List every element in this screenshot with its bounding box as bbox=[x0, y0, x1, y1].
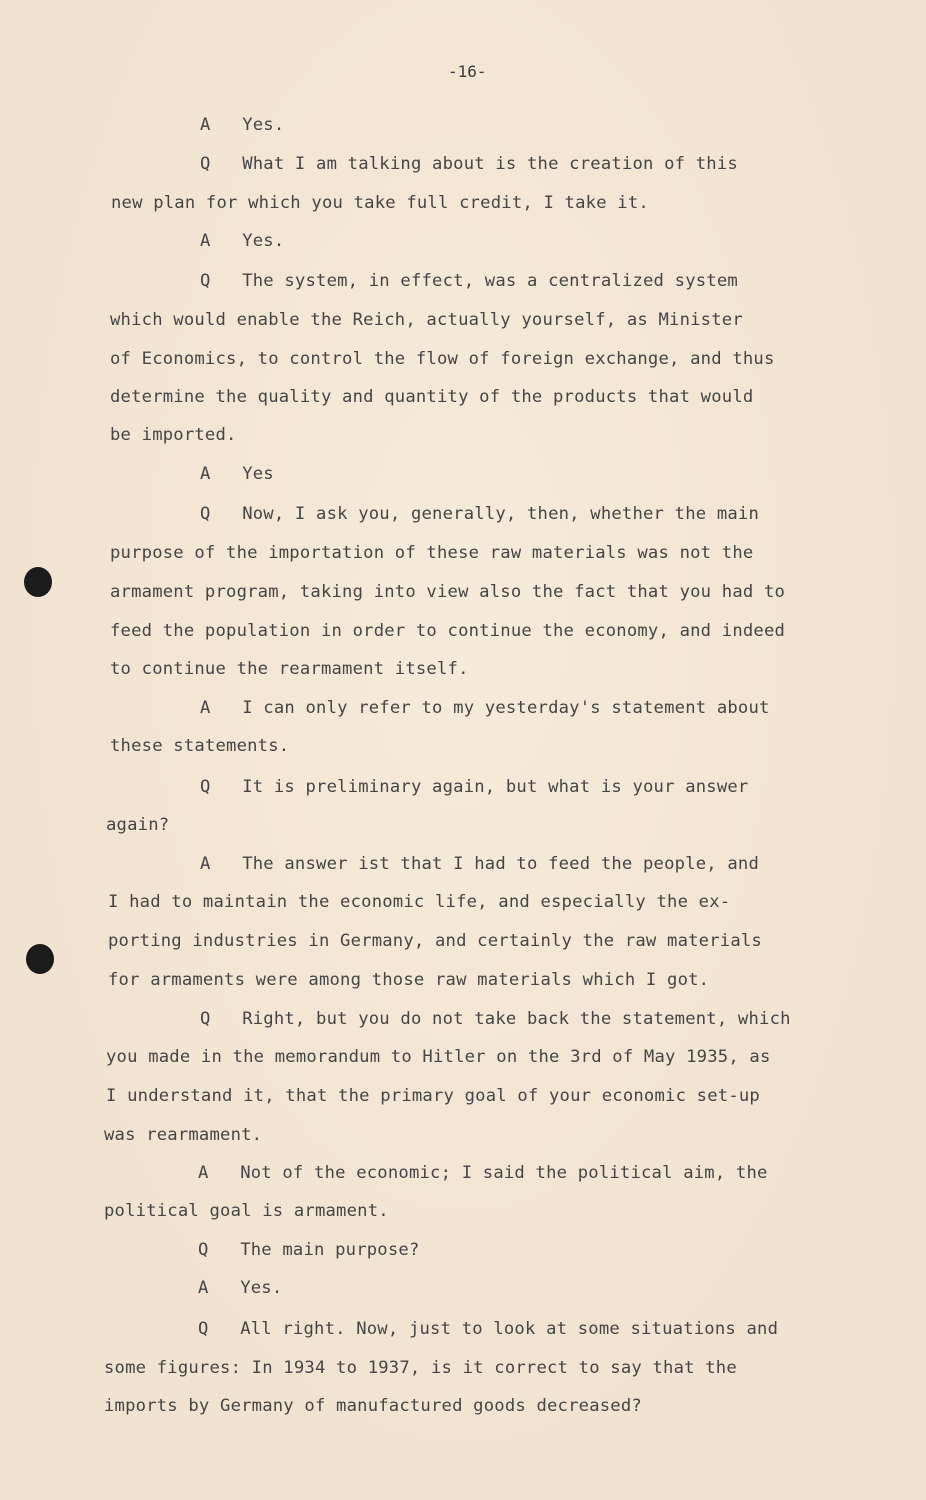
transcript-line: purpose of the importation of these raw materials was not the bbox=[110, 543, 754, 563]
transcript-line: Q It is preliminary again, but what is your answer bbox=[200, 777, 749, 797]
transcript-line: A Yes bbox=[200, 464, 274, 484]
transcript-line: determine the quality and quantity of the products that would bbox=[110, 387, 754, 407]
transcript-line: again? bbox=[106, 815, 170, 835]
transcript-line: these statements. bbox=[110, 736, 290, 756]
transcript-line: porting industries in Germany, and certainly the raw materials bbox=[108, 931, 762, 951]
transcript-line: some figures: In 1934 to 1937, is it correct to say that the bbox=[104, 1358, 737, 1378]
transcript-line: Q Now, I ask you, generally, then, whether the main bbox=[200, 504, 760, 524]
transcript-line: Q All right. Now, just to look at some situations and bbox=[198, 1319, 779, 1339]
page-number: -16- bbox=[448, 62, 487, 81]
transcript-line: political goal is armament. bbox=[104, 1201, 389, 1221]
transcript-line: A Yes. bbox=[198, 1278, 283, 1298]
transcript-line: for armaments were among those raw materials which I got. bbox=[108, 970, 710, 990]
transcript-line: A Yes. bbox=[200, 231, 285, 251]
transcript-line: feed the population in order to continue the economy, and indeed bbox=[110, 621, 786, 641]
transcript-line: A I can only refer to my yesterday's statement about bbox=[200, 698, 770, 718]
punch-hole-icon bbox=[26, 944, 54, 974]
transcript-line: Q The main purpose? bbox=[198, 1240, 420, 1260]
transcript-line: A Not of the economic; I said the political aim, the bbox=[198, 1163, 768, 1183]
transcript-line: armament program, taking into view also the fact that you had to bbox=[110, 582, 786, 602]
punch-hole-icon bbox=[24, 567, 52, 597]
transcript-line: imports by Germany of manufactured goods decreased? bbox=[104, 1396, 642, 1416]
transcript-line: you made in the memorandum to Hitler on the 3rd of May 1935, as bbox=[106, 1047, 771, 1067]
transcript-line: Q The system, in effect, was a centralized system bbox=[200, 271, 738, 291]
transcript-line: I understand it, that the primary goal of your economic set-up bbox=[106, 1086, 760, 1106]
transcript-line: which would enable the Reich, actually yourself, as Minister bbox=[110, 310, 743, 330]
transcript-line: new plan for which you take full credit, I take it. bbox=[111, 193, 649, 213]
transcript-line: be imported. bbox=[110, 425, 237, 445]
transcript-line: A Yes. bbox=[200, 115, 285, 135]
transcript-line: Q What I am talking about is the creation of this bbox=[200, 154, 738, 174]
transcript-line: was rearmament. bbox=[104, 1125, 263, 1145]
transcript-line: A The answer ist that I had to feed the people, and bbox=[200, 854, 760, 874]
transcript-line: to continue the rearmament itself. bbox=[110, 659, 469, 679]
transcript-line: I had to maintain the economic life, and especially the ex- bbox=[108, 892, 731, 912]
transcript-line: Q Right, but you do not take back the statement, which bbox=[200, 1009, 791, 1029]
transcript-line: of Economics, to control the flow of foreign exchange, and thus bbox=[110, 349, 775, 369]
